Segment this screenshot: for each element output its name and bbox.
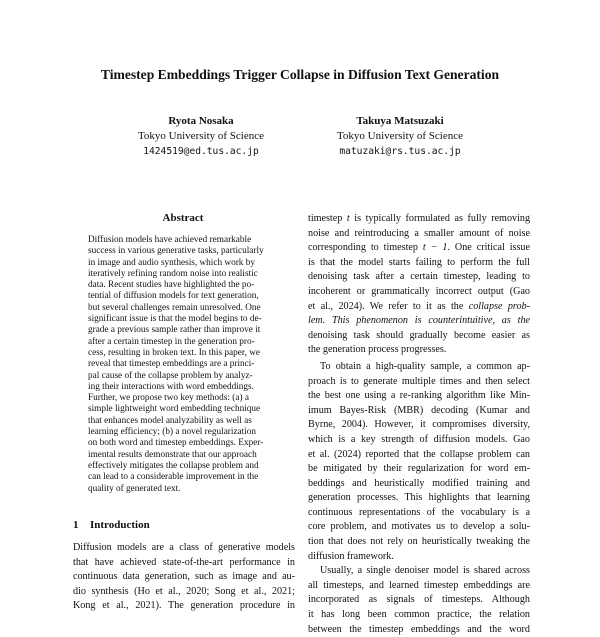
text-line: it has long been common practice, the relation — [308, 609, 530, 621]
paper-title: Timestep Embeddings Trigger Collapse in Diffusion Text Generation — [100, 67, 500, 82]
text-line: beddings and heuristically modified training and — [308, 477, 530, 489]
text-line: learning efficiency; (b) a novel regularization — [88, 427, 257, 438]
text-segment: corresponding to timestep — [308, 242, 423, 254]
text-line: Diffusion models are a class of generative models — [73, 542, 295, 553]
text-line: simple lightweight word embedding technique — [88, 404, 261, 415]
text-line: imum Bayes-Risk (MBR) decoding (Kumar and — [308, 404, 530, 416]
text-line: ing their interactions with word embeddings. — [88, 381, 254, 392]
text-line: the best one using a re-ranking algorithm like Min- — [308, 390, 530, 402]
text-line: incorporated as signals of timesteps. Although — [308, 594, 530, 606]
text-segment: t − 1 — [422, 242, 448, 254]
text-line: cess, resulting in broken text. In this paper, we — [88, 347, 260, 358]
text-line: after a certain timestep in the generation pro- — [88, 336, 255, 347]
text-line: can lead to a considerable improvement in the — [88, 472, 259, 483]
text-line — [308, 329, 530, 344]
text-line: Kong et al., 2021). The generation procedure in — [73, 600, 295, 612]
section-number: 1 — [73, 519, 79, 531]
section-heading-introduction — [73, 519, 150, 531]
author-block-2 — [300, 114, 500, 159]
text-line: on both word and timestep embeddings. Exper- — [88, 438, 264, 449]
abstract-heading: Abstract — [162, 212, 204, 224]
text-line: Further, we propose two key methods: (a) a — [88, 393, 249, 404]
text-line — [308, 314, 530, 329]
text-line: tential of diffusion models for text generation, — [88, 291, 259, 302]
text-line: data. Recent studies have highlighted the po- — [88, 280, 255, 291]
text-segment: incoherent or grammatically incorrect output (Gao — [308, 285, 530, 297]
text-segment: collapse prob- — [468, 300, 530, 312]
text-line: Byrne, 2004). However, it compromises diversity, — [308, 419, 530, 431]
text-line: dio synthesis (Ho et al., 2020; Song et al., 2021; — [73, 585, 295, 597]
text-line — [308, 256, 530, 271]
text-line: grade a previous sample rather than improve it — [88, 325, 261, 336]
text-segment: et al., 2024). We refer to it as the — [308, 300, 469, 312]
text-line: generation processes. This highlights that learning — [308, 492, 530, 504]
text-segment: timestep — [308, 213, 347, 224]
text-line — [308, 300, 530, 315]
section-title: Introduction — [90, 519, 150, 531]
text-segment: denoising task should gradually become easier as — [308, 329, 530, 341]
text-line: effectively mitigates the collapse problem and — [88, 460, 259, 471]
text-line: imental results demonstrate that our approach — [88, 449, 257, 460]
abstract-body — [88, 235, 278, 495]
text-segment: is typically formulated as fully removing — [349, 213, 531, 224]
text-line: To obtain a high-quality sample, a common ap- — [320, 360, 530, 372]
text-line: proach is to generate multiple times and then select — [308, 375, 530, 387]
text-line: core problem, and motivates us to develop a solu- — [308, 521, 530, 533]
text-line — [308, 343, 530, 358]
text-line: that have achieved state-of-the-art performance in — [73, 556, 295, 568]
text-segment: noise and reintroducing a smaller amount of noise — [308, 227, 530, 239]
text-segment: is that the model starts failing to perform the full — [308, 256, 530, 268]
text-line: in image and audio synthesis, which work by — [88, 257, 255, 268]
text-line: Diffusion models have achieved remarkable — [88, 235, 252, 245]
author-name: Ryota Nosaka — [168, 115, 234, 127]
paragraph — [308, 360, 530, 564]
text-line: significant issue is that the model begins to de- — [88, 314, 262, 325]
introduction-body — [73, 541, 295, 614]
text-segment: . One critical issue — [447, 242, 530, 254]
text-segment: lem — [308, 315, 323, 327]
text-segment: the generation process progresses. — [308, 344, 447, 356]
text-line: reveal that timestep embeddings are a princi- — [88, 359, 255, 370]
author-email: matuzaki@rs.tus.ac.jp — [339, 146, 461, 157]
text-line: iteratively refining random noise into realistic — [88, 268, 258, 279]
text-line: diffusion framework. — [308, 550, 394, 562]
right-column-body — [308, 212, 530, 637]
text-line: Usually, a single denoiser model is shared across — [320, 565, 530, 577]
text-line: continuous data generation, such as image and au- — [73, 571, 295, 583]
text-line — [308, 241, 530, 256]
paragraph — [308, 212, 530, 358]
text-line: between the timestep embeddings and the word — [308, 623, 530, 635]
text-line: which is a key strength of diffusion models. Gao — [308, 433, 530, 445]
text-line: success in various generative tasks, particularly — [88, 246, 264, 257]
text-segment: . This phenomenon is counterintuitive, as the — [322, 315, 530, 327]
text-line: quality of generated text. — [88, 483, 181, 494]
text-line: pal cause of the collapse problem by analyz- — [88, 370, 253, 381]
author-name: Takuya Matsuzaki — [356, 115, 444, 127]
author-email: 1424519@ed.tus.ac.jp — [143, 146, 259, 157]
author-block-1 — [101, 114, 301, 159]
text-segment: t — [346, 213, 350, 224]
author-affiliation: Tokyo University of Science — [137, 130, 264, 142]
text-line: but several challenges remain unresolved. One — [88, 302, 261, 313]
text-line: tion that does not rely on heuristically tweaking the — [308, 536, 530, 548]
text-line: all timesteps, and learned timestep embeddings are — [308, 579, 530, 591]
text-line: continuous representations of the vocabulary is a — [308, 506, 530, 518]
text-line: et al. (2024) reported that the collapse problem can — [308, 448, 530, 460]
text-line: that enhances model analyzability as well as — [88, 415, 252, 426]
author-affiliation: Tokyo University of Science — [336, 130, 463, 142]
text-line — [308, 227, 530, 242]
text-line — [308, 212, 530, 227]
text-line: be mitigated by their regularization for word em- — [308, 463, 530, 475]
paragraph — [308, 564, 530, 637]
text-segment: denoising task after a certain timestep, leading to — [308, 271, 530, 283]
text-line — [308, 285, 530, 300]
text-line — [308, 270, 530, 285]
